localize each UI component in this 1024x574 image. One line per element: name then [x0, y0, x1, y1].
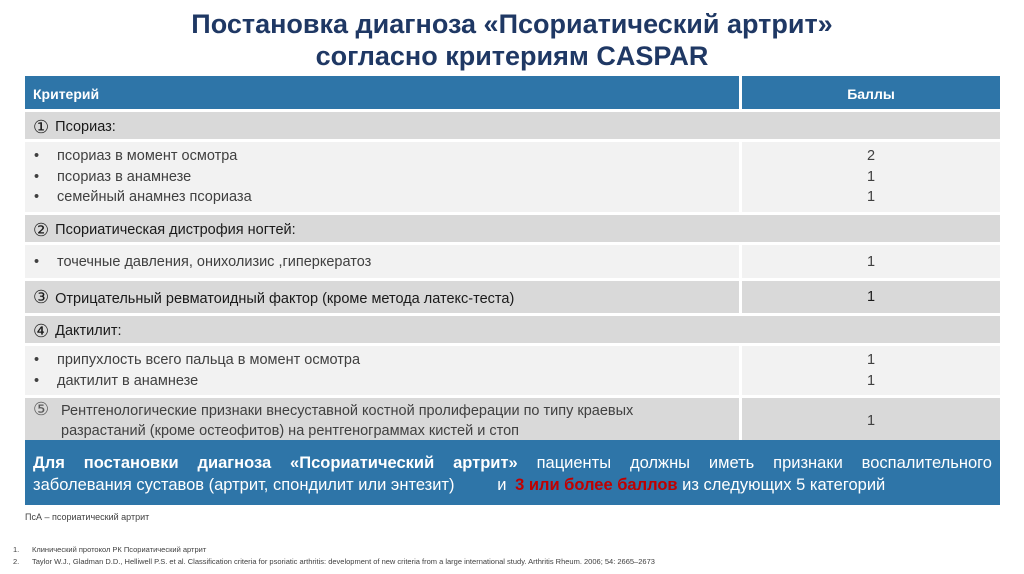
circled-number-3: ③: [33, 287, 50, 307]
section-label: Отрицательный ревматоидный фактор (кроме метода латекс-теста): [55, 291, 515, 307]
references: [13, 544, 655, 568]
section-radiographic: [25, 398, 1000, 444]
section-dactylitis: [25, 316, 1000, 346]
page-title: [0, 8, 1024, 72]
list-item: • припухлость всего пальца в момент осмотра: [33, 350, 739, 371]
list-item: • псориаз в анамнезе: [33, 167, 739, 188]
note-highlight: 3 или более баллов: [515, 476, 678, 494]
abbreviation-note: ПсА – псориатический артрит: [25, 512, 150, 522]
points-value: 1: [742, 281, 1000, 313]
circled-number-1: ①: [33, 117, 50, 137]
list-item: • точечные давления, онихолизис ,гиперкератоз: [33, 252, 739, 273]
title-line-1: Постановка диагноза «Псориатический артрит»: [191, 9, 833, 39]
section-label-line-1: Рентгенологические признаки внесуставной костной пролиферации по типу краевых: [61, 403, 634, 419]
header-criterion: Критерий: [25, 76, 739, 109]
reference-item: 1. Клинический протокол РК Псориатический артрит: [13, 545, 207, 554]
table-row: [25, 142, 1000, 215]
section-psoriasis: [25, 112, 1000, 142]
table-row: [25, 245, 1000, 282]
points-value: 1: [866, 168, 876, 185]
note-text-2: заболевания суставов (артрит, спондилит или энтезит): [33, 476, 455, 494]
points-value: 1: [866, 352, 876, 368]
reference-item: 2. Taylor W.J., Gladman D.D., Helliwell P.S. et al. Classification criteria for psoriatic arthritis: development of new criteria from a large international study. Arthritis Rheum. 2006; 54: 2665–2673: [13, 557, 655, 566]
table-row: [25, 346, 1000, 398]
header-points: Баллы: [742, 76, 1000, 109]
list-item: • семейный анамнез псориаза: [33, 187, 739, 208]
circled-number-4: ④: [33, 321, 50, 341]
points-value: 1: [866, 253, 876, 270]
table-header: [25, 76, 1000, 112]
points-value: 1: [866, 372, 876, 389]
circled-number-2: ②: [33, 219, 50, 240]
list-item: • дактилит в анамнезе: [33, 371, 739, 392]
title-line-2: согласно критериям CASPAR: [315, 41, 709, 71]
section-label-line-2: разрастаний (кроме остеофитов) на рентгенограммах кистей и стоп: [61, 423, 520, 439]
points-value: 2: [866, 148, 876, 164]
list-item: • псориаз в момент осмотра: [33, 146, 739, 167]
points-value: 1: [742, 398, 1000, 444]
diagnosis-note: [25, 440, 1000, 505]
section-label: Псориатическая дистрофия ногтей:: [55, 221, 296, 238]
points-value: 1: [866, 189, 876, 205]
section-label: Псориаз:: [55, 119, 116, 135]
note-text-1: пациенты должны иметь признаки воспалительного: [517, 454, 992, 472]
section-rheumatoid-factor: [25, 281, 1000, 316]
criteria-table: [25, 76, 1000, 444]
note-bold: Для постановки диагноза «Псориатический артрит»: [33, 454, 518, 472]
section-nail-dystrophy: [25, 215, 1000, 245]
note-text-3: из следующих 5 категорий: [682, 476, 886, 494]
section-label: Дактилит:: [55, 323, 122, 339]
note-and: и: [497, 476, 507, 494]
circled-number-5: ⑤: [33, 399, 50, 419]
